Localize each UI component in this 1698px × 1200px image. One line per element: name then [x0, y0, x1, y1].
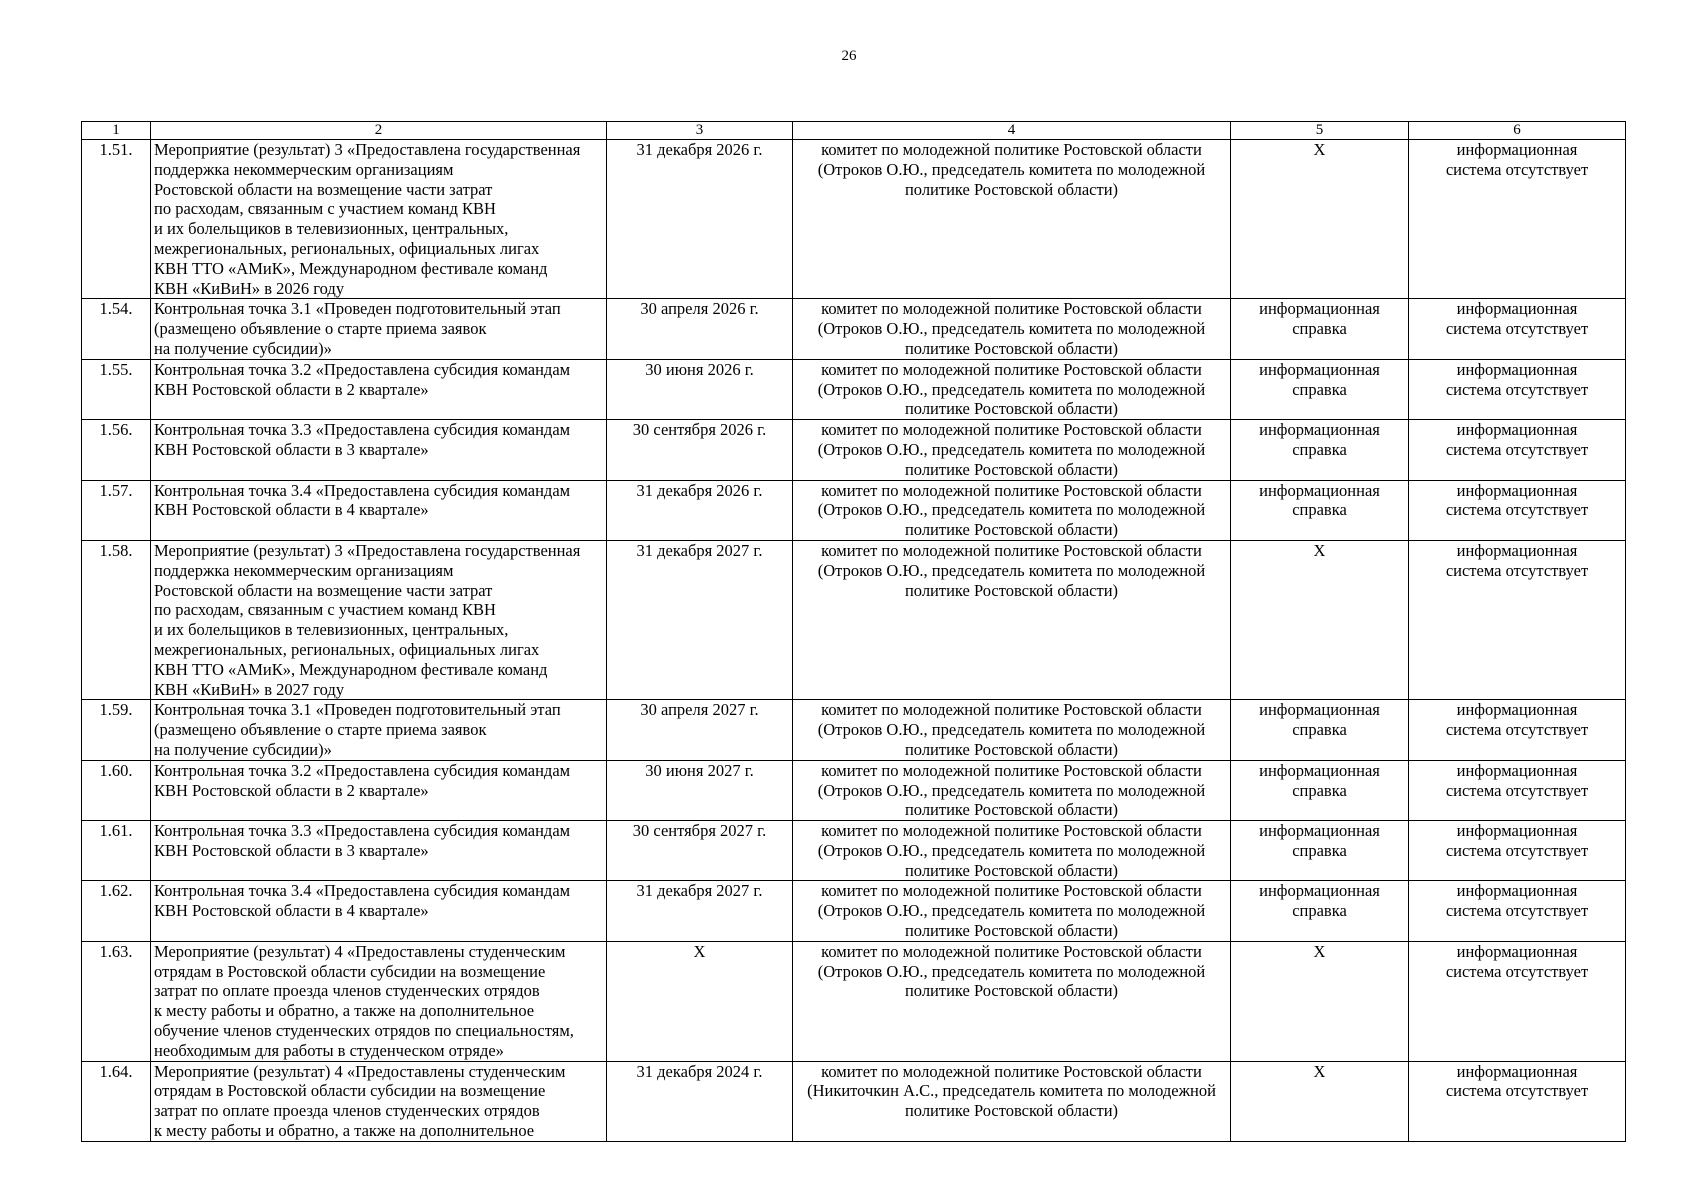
information-system-cell [1409, 700, 1626, 760]
table-row [82, 299, 1626, 359]
responsible-executor: комитет по молодежной политике Ростовской области (Отроков О.Ю., председатель комитета по молодежной политике Ростовской области) [817, 480, 1206, 540]
confirming-document-cell [1231, 760, 1409, 820]
table-row [82, 821, 1626, 881]
measure-description-cell [151, 140, 607, 299]
measure-description: Контрольная точка 3.4 «Предоставлена субсидия командам КВН Ростовской области в 4 квартале» [154, 480, 571, 520]
deadline-date-cell [607, 821, 793, 881]
responsible-executor-cell [793, 540, 1231, 699]
responsible-executor: комитет по молодежной политике Ростовской области (Отроков О.Ю., председатель комитета по молодежной политике Ростовской области) [817, 540, 1206, 600]
deadline-date: 30 сентября 2027 г. [632, 821, 767, 841]
row-number: 1.59. [99, 700, 133, 720]
confirming-document: информационная справка [1259, 299, 1380, 339]
measure-description: Контрольная точка 3.1 «Проведен подготовительный этап (размещено объявление о старте приема заявок на получение субсидии)» [154, 700, 561, 759]
row-number-cell [82, 140, 151, 299]
information-system: информационная система отсутствует [1445, 881, 1589, 921]
plan-table [81, 121, 1626, 1142]
deadline-date: 31 декабря 2027 г. [636, 540, 763, 560]
information-system: информационная система отсутствует [1445, 420, 1589, 459]
measure-description: Контрольная точка 3.3 «Предоставлена субсидия командам КВН Ростовской области в 3 квартале» [154, 420, 571, 459]
information-system-cell [1409, 540, 1626, 699]
confirming-document-cell [1231, 420, 1409, 480]
row-number: 1.58. [99, 540, 133, 560]
information-system: информационная система отсутствует [1445, 1061, 1589, 1101]
measure-description-cell [151, 700, 607, 760]
column-header-6: 6 [1409, 122, 1626, 140]
confirming-document-cell [1231, 1061, 1409, 1141]
deadline-date: Х [693, 941, 706, 961]
column-header-3: 3 [607, 122, 793, 140]
deadline-date: 30 апреля 2026 г. [640, 299, 759, 319]
confirming-document: информационная справка [1259, 420, 1380, 459]
row-number: 1.54. [99, 299, 133, 319]
row-number-cell [82, 420, 151, 480]
deadline-date: 31 декабря 2027 г. [636, 881, 763, 901]
responsible-executor-cell [793, 1061, 1231, 1141]
information-system: информационная система отсутствует [1445, 140, 1589, 179]
responsible-executor: комитет по молодежной политике Ростовской области (Отроков О.Ю., председатель комитета по молодежной политике Ростовской области) [817, 700, 1206, 759]
information-system-cell [1409, 480, 1626, 540]
measure-description-cell [151, 420, 607, 480]
row-number-cell [82, 760, 151, 820]
information-system-cell [1409, 881, 1626, 941]
responsible-executor: комитет по молодежной политике Ростовской области (Никиточкин А.С., председатель комитета по молодежной политике Ростовской области) [807, 1061, 1216, 1121]
responsible-executor: комитет по молодежной политике Ростовской области (Отроков О.Ю., председатель комитета по молодежной политике Ростовской области) [817, 881, 1206, 941]
table-row [82, 700, 1626, 760]
confirming-document-cell [1231, 821, 1409, 881]
page-number: 26 [841, 48, 857, 64]
deadline-date: 30 апреля 2027 г. [640, 700, 759, 720]
confirming-document: информационная справка [1259, 359, 1380, 399]
table-row [82, 1061, 1626, 1141]
row-number: 1.56. [99, 420, 133, 440]
confirming-document: информационная справка [1259, 700, 1380, 740]
measure-description: Контрольная точка 3.3 «Предоставлена субсидия командам КВН Ростовской области в 3 квартале» [154, 821, 571, 860]
responsible-executor: комитет по молодежной политике Ростовской области (Отроков О.Ю., председатель комитета по молодежной политике Ростовской области) [817, 140, 1206, 199]
column-header-1: 1 [82, 122, 151, 140]
row-number-cell [82, 821, 151, 881]
information-system-cell [1409, 359, 1626, 419]
measure-description-cell [151, 941, 607, 1061]
row-number-cell [82, 540, 151, 699]
column-header-4: 4 [793, 122, 1231, 140]
measure-description-cell [151, 881, 607, 941]
responsible-executor: комитет по молодежной политике Ростовской области (Отроков О.Ю., председатель комитета по молодежной политике Ростовской области) [817, 941, 1206, 1001]
deadline-date: 31 декабря 2026 г. [636, 140, 763, 159]
table-row [82, 359, 1626, 419]
deadline-date: 31 декабря 2026 г. [636, 480, 763, 500]
row-number-cell [82, 299, 151, 359]
confirming-document: Х [1313, 540, 1326, 560]
confirming-document: информационная справка [1259, 821, 1380, 860]
table-row [82, 420, 1626, 480]
measure-description: Контрольная точка 3.2 «Предоставлена субсидия командам КВН Ростовской области в 2 квартале» [154, 359, 571, 399]
deadline-date-cell [607, 299, 793, 359]
table-row [82, 480, 1626, 540]
confirming-document-cell [1231, 540, 1409, 699]
confirming-document-cell [1231, 140, 1409, 299]
row-number: 1.62. [99, 881, 133, 901]
measure-description: Контрольная точка 3.1 «Проведен подготовительный этап (размещено объявление о старте приема заявок на получение субсидии)» [154, 299, 561, 358]
deadline-date-cell [607, 359, 793, 419]
information-system-cell [1409, 760, 1626, 820]
measure-description: Мероприятие (результат) 4 «Предоставлены студенческим отрядам в Ростовской области субсидии на возмещение затрат по оплате проезда членов студенческих отрядов к месту работы и обратно, а также на дополнительное обучение членов студенческих отрядов по специальностям, необходимым для работы в студенческом отряде» [154, 941, 574, 1060]
row-number-cell [82, 359, 151, 419]
deadline-date-cell [607, 140, 793, 299]
responsible-executor: комитет по молодежной политике Ростовской области (Отроков О.Ю., председатель комитета по молодежной политике Ростовской области) [817, 760, 1206, 820]
confirming-document-cell [1231, 299, 1409, 359]
row-number-cell [82, 480, 151, 540]
confirming-document: Х [1313, 1061, 1326, 1081]
row-number: 1.61. [99, 821, 133, 841]
table-row [82, 140, 1626, 299]
deadline-date-cell [607, 760, 793, 820]
information-system: информационная система отсутствует [1445, 821, 1589, 860]
table-row [82, 540, 1626, 699]
row-number: 1.63. [99, 941, 133, 961]
row-number-cell [82, 1061, 151, 1141]
deadline-date-cell [607, 480, 793, 540]
row-number: 1.51. [99, 140, 133, 159]
deadline-date-cell [607, 700, 793, 760]
measure-description: Контрольная точка 3.4 «Предоставлена субсидия командам КВН Ростовской области в 4 квартале» [154, 881, 571, 921]
measure-description-cell [151, 540, 607, 699]
information-system: информационная система отсутствует [1445, 700, 1589, 740]
information-system-cell [1409, 1061, 1626, 1141]
column-number-row [82, 122, 1626, 140]
responsible-executor-cell [793, 480, 1231, 540]
measure-description-cell [151, 821, 607, 881]
row-number: 1.55. [99, 359, 133, 379]
deadline-date-cell [607, 881, 793, 941]
row-number-cell [82, 881, 151, 941]
responsible-executor-cell [793, 140, 1231, 299]
information-system: информационная система отсутствует [1445, 299, 1589, 339]
responsible-executor-cell [793, 760, 1231, 820]
information-system: информационная система отсутствует [1445, 760, 1589, 800]
confirming-document-cell [1231, 700, 1409, 760]
information-system-cell [1409, 140, 1626, 299]
row-number: 1.64. [99, 1061, 133, 1081]
measure-description-cell [151, 359, 607, 419]
table-row [82, 760, 1626, 820]
deadline-date: 31 декабря 2024 г. [636, 1061, 763, 1081]
measure-description: Мероприятие (результат) 4 «Предоставлены студенческим отрядам в Ростовской области субсидии на возмещение затрат по оплате проезда членов студенческих отрядов к месту работы и обратно, а также на дополнительное [154, 1061, 566, 1141]
confirming-document: Х [1313, 140, 1326, 159]
responsible-executor: комитет по молодежной политике Ростовской области (Отроков О.Ю., председатель комитета по молодежной политике Ростовской области) [817, 359, 1206, 419]
column-header-5: 5 [1231, 122, 1409, 140]
measure-description-cell [151, 1061, 607, 1141]
deadline-date-cell [607, 1061, 793, 1141]
column-header-2: 2 [151, 122, 607, 140]
responsible-executor-cell [793, 359, 1231, 419]
confirming-document-cell [1231, 359, 1409, 419]
deadline-date: 30 сентября 2026 г. [632, 420, 767, 440]
row-number: 1.60. [99, 760, 133, 780]
information-system: информационная система отсутствует [1445, 480, 1589, 520]
responsible-executor: комитет по молодежной политике Ростовской области (Отроков О.Ю., председатель комитета по молодежной политике Ростовской области) [817, 299, 1206, 358]
measure-description: Мероприятие (результат) 3 «Предоставлена государственная поддержка некоммерческим организациям Ростовской области на возмещение части затрат по расходам, связанным с участием команд КВН и их болельщиков в телевизионных, центральных, межрегиональных, региональных, официальных лигах КВН ТТО «АМиК», Международном фестивале команд КВН «КиВиН» в 2026 году [154, 140, 581, 298]
information-system: информационная система отсутствует [1445, 941, 1589, 981]
deadline-date-cell [607, 420, 793, 480]
table-row [82, 881, 1626, 941]
measure-description-cell [151, 760, 607, 820]
confirming-document: информационная справка [1259, 480, 1380, 520]
information-system-cell [1409, 420, 1626, 480]
confirming-document-cell [1231, 941, 1409, 1061]
measure-description-cell [151, 299, 607, 359]
responsible-executor-cell [793, 700, 1231, 760]
measure-description: Контрольная точка 3.2 «Предоставлена субсидия командам КВН Ростовской области в 2 квартале» [154, 760, 571, 800]
responsible-executor: комитет по молодежной политике Ростовской области (Отроков О.Ю., председатель комитета по молодежной политике Ростовской области) [817, 821, 1206, 880]
measure-description: Мероприятие (результат) 3 «Предоставлена государственная поддержка некоммерческим организациям Ростовской области на возмещение части затрат по расходам, связанным с участием команд КВН и их болельщиков в телевизионных, центральных, межрегиональных, региональных, официальных лигах КВН ТТО «АМиК», Международном фестивале команд КВН «КиВиН» в 2027 году [154, 540, 581, 699]
information-system-cell [1409, 941, 1626, 1061]
row-number-cell [82, 700, 151, 760]
responsible-executor: комитет по молодежной политике Ростовской области (Отроков О.Ю., председатель комитета по молодежной политике Ростовской области) [817, 420, 1206, 479]
confirming-document-cell [1231, 881, 1409, 941]
measure-description-cell [151, 480, 607, 540]
responsible-executor-cell [793, 941, 1231, 1061]
deadline-date-cell [607, 540, 793, 699]
confirming-document-cell [1231, 480, 1409, 540]
table-row [82, 941, 1626, 1061]
row-number: 1.57. [99, 480, 133, 500]
confirming-document: информационная справка [1259, 881, 1380, 921]
responsible-executor-cell [793, 420, 1231, 480]
confirming-document: информационная справка [1259, 760, 1380, 800]
deadline-date: 30 июня 2026 г. [645, 359, 754, 379]
responsible-executor-cell [793, 821, 1231, 881]
confirming-document: Х [1313, 941, 1326, 961]
deadline-date: 30 июня 2027 г. [645, 760, 754, 780]
row-number-cell [82, 941, 151, 1061]
information-system-cell [1409, 821, 1626, 881]
deadline-date-cell [607, 941, 793, 1061]
information-system-cell [1409, 299, 1626, 359]
responsible-executor-cell [793, 299, 1231, 359]
information-system: информационная система отсутствует [1445, 359, 1589, 399]
responsible-executor-cell [793, 881, 1231, 941]
information-system: информационная система отсутствует [1445, 540, 1589, 580]
